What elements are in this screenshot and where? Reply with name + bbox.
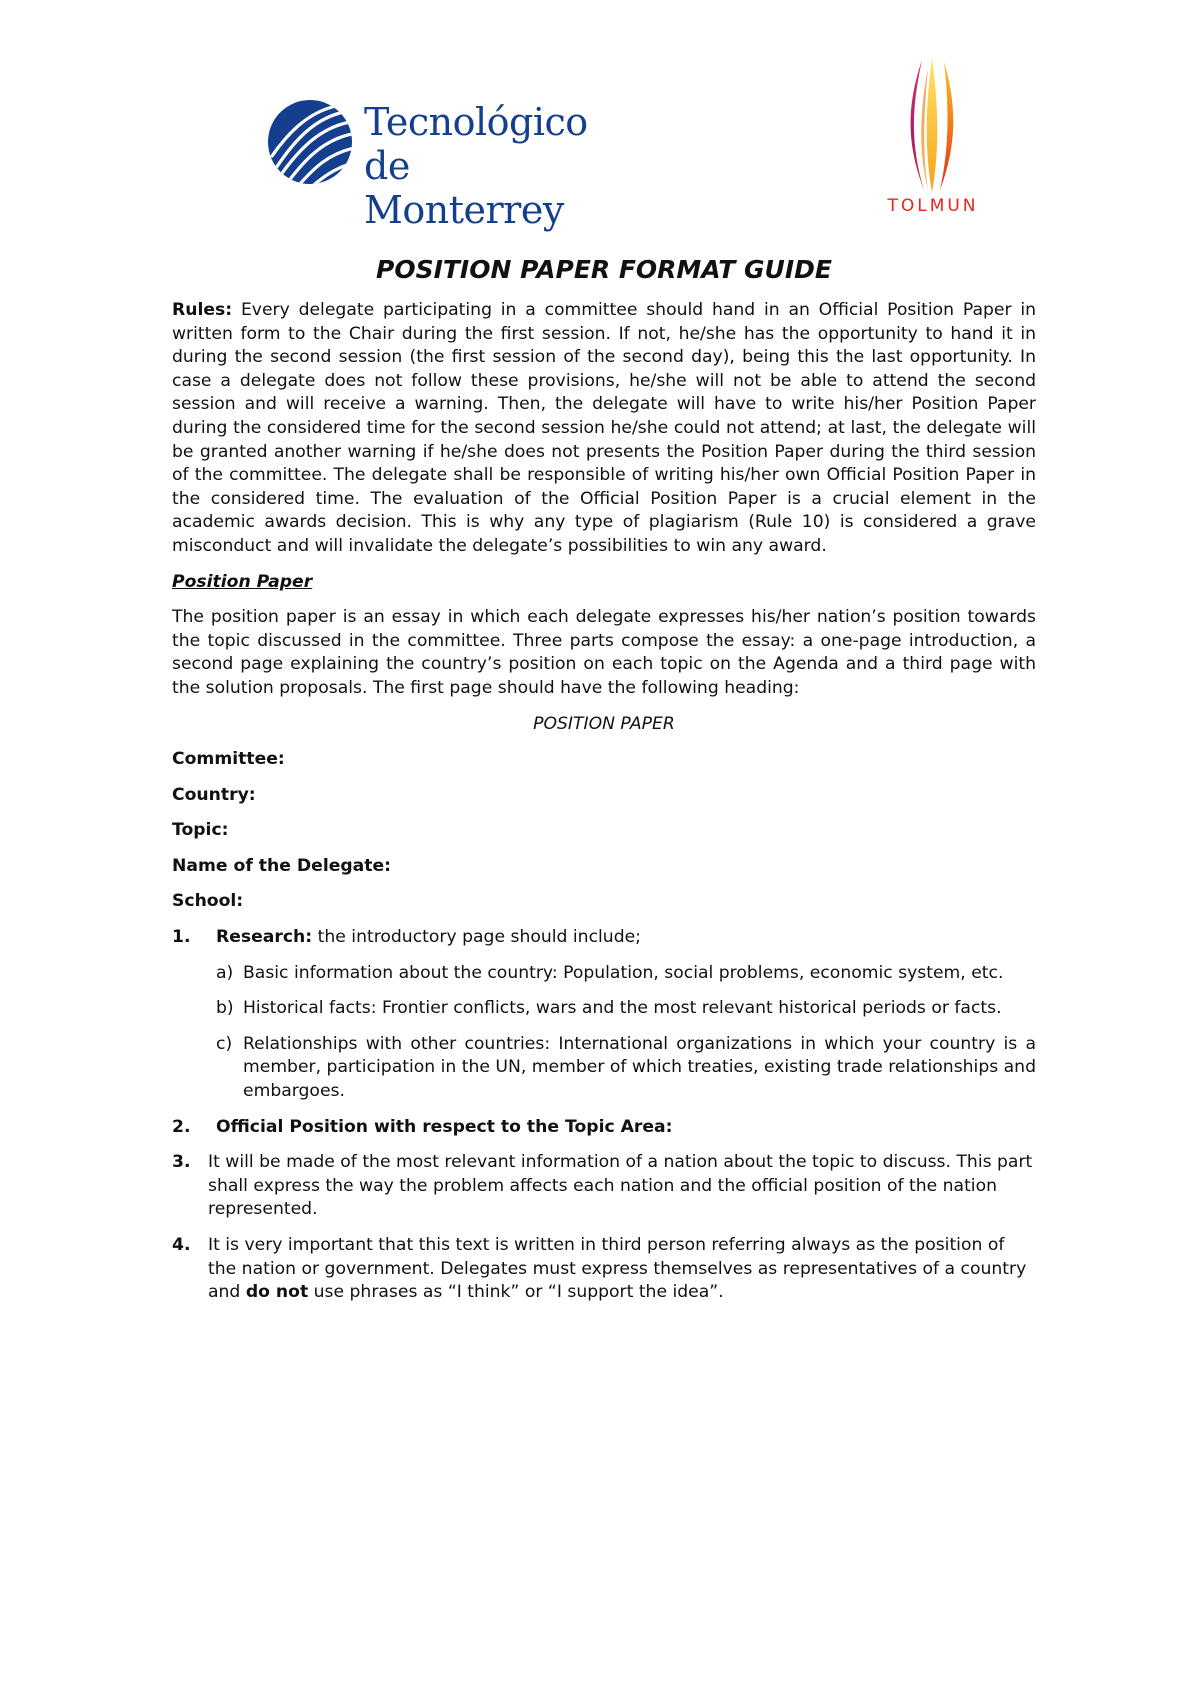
document-body — [172, 255, 1036, 1317]
official-position-label: Official Position with respect to the Topic Area: — [216, 1116, 673, 1137]
field-country: Country: — [172, 784, 256, 805]
item-4-text-before: It is very important that this text is written in third person referring always as the position of the nation or government. Delegates must express themselves as representatives of a country and — [208, 1235, 1027, 1303]
document-title: POSITION PAPER FORMAT GUIDE — [376, 255, 832, 284]
sub-text: Basic information about the country: Population, social problems, economic system, etc. — [243, 962, 1004, 983]
sub-text: Relationships with other countries: International organizations in which your country is a member, participation in the UN, member of which treaties, existing trade relationships and embargoes. — [243, 1033, 1036, 1102]
list-item-4 — [172, 1234, 1036, 1305]
sub-text: Historical facts: Frontier conflicts, wars and the most relevant historical periods or facts. — [243, 998, 1002, 1019]
tec-wordmark-line2: de Monterrey — [364, 144, 564, 232]
item-3-text: It will be made of the most relevant information of a nation about the topic to discuss. This part shall express the way the problem affects each nation and the official position of the nation represented. — [208, 1152, 1033, 1220]
tolmun-logo — [862, 58, 1002, 218]
sub-letter: b) — [216, 998, 234, 1019]
sub-letter: c) — [216, 1033, 233, 1054]
rules-paragraph — [172, 299, 1036, 559]
field-school: School: — [172, 891, 244, 912]
sub-item-b — [172, 997, 1036, 1021]
list-item-official-position — [172, 1116, 1036, 1140]
research-text: the introductory page should include; — [312, 927, 641, 948]
tec-monterrey-logo — [266, 96, 606, 232]
flame-icon — [862, 58, 1002, 194]
list-number: 3. — [172, 1152, 191, 1173]
heading-example: POSITION PAPER — [533, 713, 675, 734]
field-topic: Topic: — [172, 820, 229, 841]
research-label: Research: — [216, 927, 313, 948]
position-paper-paragraph: The position paper is an essay in which each delegate expresses his/her nation’s position towards the topic discussed in the committee. Three parts compose the essay: a one-page introduction, a second page explaining the country’s position on each topic on the Agenda and a third page with the solution proposals. The first page should have the following heading: — [172, 607, 1036, 698]
list-number: 2. — [172, 1116, 191, 1137]
field-delegate-name: Name of the Delegate: — [172, 855, 392, 876]
rules-label: Rules: — [172, 300, 233, 320]
sub-item-c — [172, 1033, 1036, 1104]
section-title-position-paper: Position Paper — [172, 571, 313, 592]
field-committee: Committee: — [172, 749, 285, 770]
list-item-research — [172, 926, 1036, 950]
list-number: 1. — [172, 927, 191, 948]
tec-emblem-icon — [266, 98, 354, 186]
research-sublist — [172, 962, 1036, 1104]
tec-wordmark — [364, 100, 606, 232]
item-4-text-bold: do not — [245, 1282, 309, 1303]
list-item-3 — [172, 1151, 1036, 1222]
sub-item-a — [172, 962, 1036, 986]
item-4-text-after: use phrases as “I think” or “I support the idea”. — [308, 1282, 724, 1303]
tec-wordmark-line1: Tecnológico — [364, 100, 588, 144]
rules-text: Every delegate participating in a committee should hand in an Official Position Paper in written form to the Chair during the first session. If not, he/she has the opportunity to hand it in during the second session (the first session of the second day), being this the last opportunity. In case a delegate does not follow these provisions, he/she will not be able to attend the second session and will receive a warning. Then, the delegate will have to write his/her Position Paper during the considered time for the second session he/she could not attend; at last, the delegate will be granted another warning if he/she does not presents the Position Paper during the third session of the committee. The delegate shall be responsible of writing his/her own Official Position Paper in the considered time. The evaluation of the Official Position Paper is a crucial element in the academic awards decision. This is why any type of plagiarism (Rule 10) is considered a grave misconduct and will invalidate the delegate’s possibilities to win any award. — [172, 300, 1037, 556]
tolmun-wordmark: TOLMUN — [887, 196, 979, 216]
sub-letter: a) — [216, 962, 234, 983]
list-number: 4. — [172, 1235, 191, 1255]
